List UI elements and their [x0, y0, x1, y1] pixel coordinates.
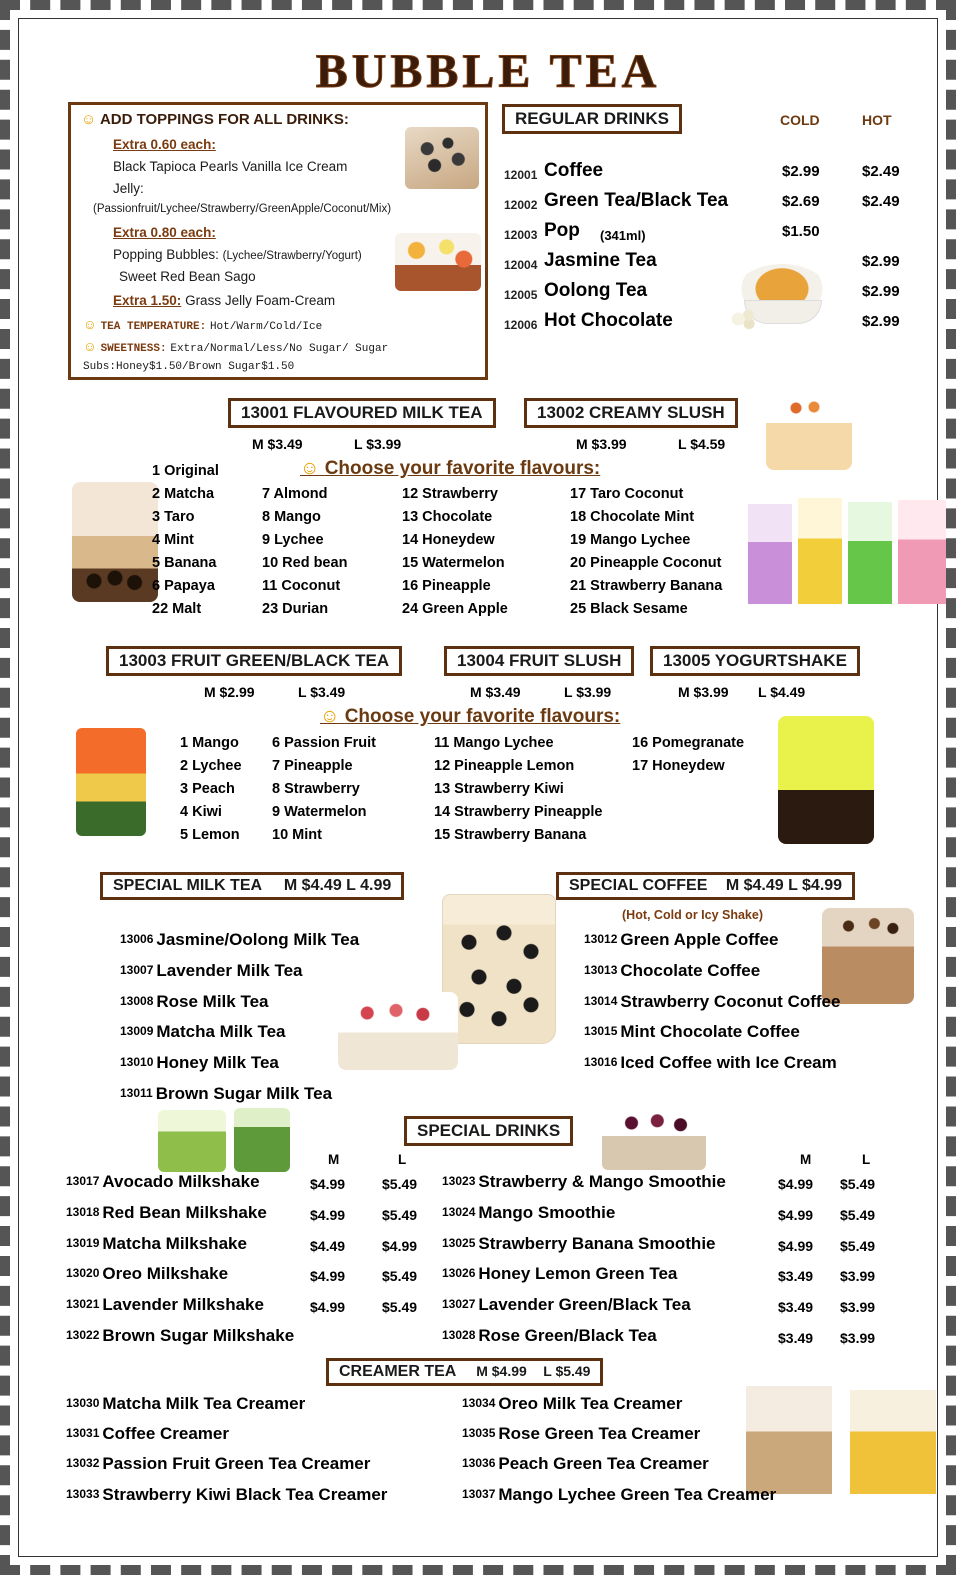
price-l: $3.99 — [840, 1268, 876, 1284]
fruit-flavour-column-3: 11 Mango Lychee 12 Pineapple Lemon 13 Strawberry Kiwi 14 Strawberry Pineapple 15 Strawberry Banana — [434, 735, 603, 843]
tapioca-pearls-photo — [405, 127, 479, 189]
table-row: 12001 Coffee $2.99 $2.49 — [504, 160, 900, 182]
list-item: 13017 Avocado Milkshake — [66, 1172, 260, 1191]
smiley-icon: ☺ — [81, 111, 97, 128]
price-m: $4.99 — [778, 1238, 814, 1254]
extra-080-label: Extra 0.80 each: — [113, 225, 216, 240]
list-item: 13030 Matcha Milk Tea Creamer — [66, 1394, 306, 1413]
jelly-label: Jelly: — [113, 181, 144, 196]
fruit-slush-header: 13004 FRUIT SLUSH — [444, 646, 634, 676]
list-item: 13024 Mango Smoothie — [442, 1203, 616, 1222]
price-m: $3.49 — [778, 1268, 814, 1284]
popping-label: Popping Bubbles: (Lychee/Strawberry/Yogurt) — [113, 247, 362, 262]
list-item: 13032 Passion Fruit Green Tea Creamer — [66, 1454, 371, 1473]
price-m: $4.99 — [310, 1268, 346, 1284]
price-l: $5.49 — [382, 1299, 418, 1315]
yogurt-shake-size-l: L $4.49 — [758, 684, 806, 700]
smiley-icon: ☺ — [320, 706, 340, 727]
table-row: 12003 Pop (341ml) $1.50 — [504, 220, 820, 243]
list-item: 13015 Mint Chocolate Coffee — [584, 1022, 800, 1041]
price-m: $4.99 — [778, 1176, 814, 1192]
smoothie-photo — [602, 1108, 706, 1170]
fruit-tea-size-l: L $3.49 — [298, 684, 346, 700]
table-row: 12002 Green Tea/Black Tea $2.69 $2.49 — [504, 190, 900, 212]
list-item: 13034 Oreo Milk Tea Creamer — [462, 1394, 683, 1413]
flavour-column-3: 12 Strawberry 13 Chocolate 14 Honeydew 15 Watermelon 16 Pineapple 24 Green Apple — [402, 486, 508, 617]
toppings-060-items: Black Tapioca Pearls Vanilla Ice Cream — [113, 159, 348, 174]
coffee-cup-photo — [822, 908, 914, 1004]
creamer-tea-photo — [746, 1376, 946, 1496]
flavour-column-2: 7 Almond 8 Mango 9 Lychee 10 Red bean 11 Coconut 23 Durian — [262, 486, 348, 617]
fruit-slush-cup-photo — [76, 728, 146, 836]
list-item: 13019 Matcha Milkshake — [66, 1234, 247, 1253]
col-header-m-left: M — [328, 1152, 340, 1167]
price-l: $5.49 — [382, 1268, 418, 1284]
sweetness: ☺ SWEETNESS: Extra/Normal/Less/No Sugar/ Sugar — [83, 339, 389, 355]
fruit-flavour-column-1: 1 Mango 2 Lychee 3 Peach 4 Kiwi 5 Lemon — [180, 735, 242, 843]
list-item: 13008 Rose Milk Tea — [120, 992, 269, 1011]
list-item: 13011 Brown Sugar Milk Tea — [120, 1084, 333, 1103]
table-row: 12004 Jasmine Tea $2.99 — [504, 250, 900, 272]
milk-tea-cup-photo — [72, 482, 158, 602]
matcha-shake-photo — [234, 1108, 290, 1172]
jelly-flavours: (Passionfruit/Lychee/Strawberry/GreenApple/Coconut/Mix) — [93, 203, 392, 215]
flavour-column-1: 1 Original 2 Matcha 3 Taro 4 Mint 5 Banana 6 Papaya 22 Malt — [152, 463, 219, 617]
list-item: 13020 Oreo Milkshake — [66, 1264, 229, 1283]
col-header-m-right: M — [800, 1152, 812, 1167]
colorful-drinks-photo — [744, 490, 952, 610]
popping-bubbles-photo — [395, 233, 481, 291]
special-coffee-header: SPECIAL COFFEE M $4.49 L $4.99 — [556, 872, 855, 900]
creamy-slush-photo — [766, 392, 852, 470]
list-item: 13026 Honey Lemon Green Tea — [442, 1264, 678, 1283]
yogurt-shake-header: 13005 YOGURTSHAKE — [650, 646, 860, 676]
table-row: 12006 Hot Chocolate $2.99 — [504, 310, 900, 332]
list-item: 13013 Chocolate Coffee — [584, 961, 761, 980]
fruit-slush-size-m: M $3.49 — [470, 684, 521, 700]
list-item: 13035 Rose Green Tea Creamer — [462, 1424, 701, 1443]
fruit-flavour-column-4: 16 Pomegranate 17 Honeydew — [632, 735, 745, 774]
col-header-cold: COLD — [780, 112, 820, 128]
choose-flavours-milk: ☺ Choose your favorite flavours: — [300, 458, 601, 479]
price-l: $5.49 — [382, 1176, 418, 1192]
toppings-box — [68, 102, 488, 380]
col-header-l-right: L — [862, 1152, 871, 1167]
price-m: $4.99 — [778, 1207, 814, 1223]
price-m: $4.99 — [310, 1207, 346, 1223]
page-title: BUBBLE TEA — [315, 45, 661, 98]
strawberry-drink-photo — [338, 992, 458, 1070]
price-m: $4.49 — [310, 1238, 346, 1254]
price-m: $4.99 — [310, 1176, 346, 1192]
list-item: 13006 Jasmine/Oolong Milk Tea — [120, 930, 360, 949]
list-item: 13023 Strawberry & Mango Smoothie — [442, 1172, 726, 1191]
milk-tea-size-m: M $3.49 — [252, 436, 303, 452]
list-item: 13033 Strawberry Kiwi Black Tea Creamer — [66, 1485, 388, 1504]
smiley-icon: ☺ — [83, 339, 97, 354]
sugar-subs: Subs:Honey$1.50/Brown Sugar$1.50 — [83, 361, 295, 373]
bubble-tea-cup-photo — [442, 894, 556, 1044]
regular-drinks-list — [504, 160, 956, 340]
price-m: $4.99 — [310, 1299, 346, 1315]
redbean-sago: Sweet Red Bean Sago — [119, 269, 256, 284]
creamy-slush-size-m: M $3.99 — [576, 436, 627, 452]
fruit-flavour-column-2: 6 Passion Fruit 7 Pineapple 8 Strawberry 9 Watermelon 10 Mint — [272, 735, 376, 843]
avocado-shake-photo — [158, 1110, 226, 1172]
list-item: 13018 Red Bean Milkshake — [66, 1203, 267, 1222]
price-l: $5.49 — [382, 1207, 418, 1223]
fruit-tea-header: 13003 FRUIT GREEN/BLACK TEA — [106, 646, 402, 676]
yogurt-shake-cup-photo — [778, 716, 874, 844]
yogurt-shake-size-m: M $3.99 — [678, 684, 729, 700]
extra-150-line: Extra 1.50: Grass Jelly Foam-Cream — [113, 293, 336, 308]
col-header-hot: HOT — [862, 112, 892, 128]
list-item: 13028 Rose Green/Black Tea — [442, 1326, 657, 1345]
toppings-heading: ☺ ADD TOPPINGS FOR ALL DRINKS: — [81, 111, 349, 128]
list-item: 13036 Peach Green Tea Creamer — [462, 1454, 709, 1473]
extra-060-label: Extra 0.60 each: — [113, 137, 216, 152]
list-item: 13016 Iced Coffee with Ice Cream — [584, 1053, 837, 1072]
creamer-tea-header: CREAMER TEA M $4.99 L $5.49 — [326, 1358, 603, 1386]
smiley-icon: ☺ — [83, 317, 97, 332]
price-l: $5.49 — [840, 1207, 876, 1223]
price-l: $3.99 — [840, 1299, 876, 1315]
list-item: 13022 Brown Sugar Milkshake — [66, 1326, 295, 1345]
price-l: $3.99 — [840, 1330, 876, 1346]
price-m: $3.49 — [778, 1299, 814, 1315]
choose-flavours-fruit: ☺ Choose your favorite flavours: — [320, 706, 621, 727]
list-item: 13027 Lavender Green/Black Tea — [442, 1295, 691, 1314]
tea-temperature: ☺ TEA TEMPERATURE: Hot/Warm/Cold/Ice — [83, 317, 323, 333]
table-row: 12005 Oolong Tea $2.99 — [504, 280, 900, 302]
milk-tea-size-l: L $3.99 — [354, 436, 402, 452]
fruit-slush-size-l: L $3.99 — [564, 684, 612, 700]
list-item: 13007 Lavender Milk Tea — [120, 961, 303, 980]
special-milk-tea-header: SPECIAL MILK TEA M $4.49 L 4.99 — [100, 872, 404, 900]
price-l: $5.49 — [840, 1176, 876, 1192]
flavour-column-4: 17 Taro Coconut 18 Chocolate Mint 19 Mango Lychee 20 Pineapple Coconut 21 Strawberry Banana 25 Black Sesame — [570, 486, 723, 617]
regular-drinks-header: REGULAR DRINKS — [502, 104, 682, 134]
special-coffee-note: (Hot, Cold or Icy Shake) — [622, 908, 763, 922]
list-item: 13012 Green Apple Coffee — [584, 930, 779, 949]
list-item: 13025 Strawberry Banana Smoothie — [442, 1234, 716, 1253]
price-l: $5.49 — [840, 1238, 876, 1254]
list-item: 13021 Lavender Milkshake — [66, 1295, 264, 1314]
price-l: $4.99 — [382, 1238, 418, 1254]
creamy-slush-size-l: L $4.59 — [678, 436, 726, 452]
list-item: 13031 Coffee Creamer — [66, 1424, 229, 1443]
list-item: 13009 Matcha Milk Tea — [120, 1022, 286, 1041]
list-item: 13037 Mango Lychee Green Tea Creamer — [462, 1485, 777, 1504]
special-drinks-header: SPECIAL DRINKS — [404, 1116, 573, 1146]
smiley-icon: ☺ — [300, 458, 320, 479]
flavoured-milk-tea-header: 13001 FLAVOURED MILK TEA — [228, 398, 496, 428]
price-m: $3.49 — [778, 1330, 814, 1346]
list-item: 13010 Honey Milk Tea — [120, 1053, 279, 1072]
list-item: 13014 Strawberry Coconut Coffee — [584, 992, 841, 1011]
fruit-tea-size-m: M $2.99 — [204, 684, 255, 700]
col-header-l-left: L — [398, 1152, 407, 1167]
creamy-slush-header: 13002 CREAMY SLUSH — [524, 398, 738, 428]
